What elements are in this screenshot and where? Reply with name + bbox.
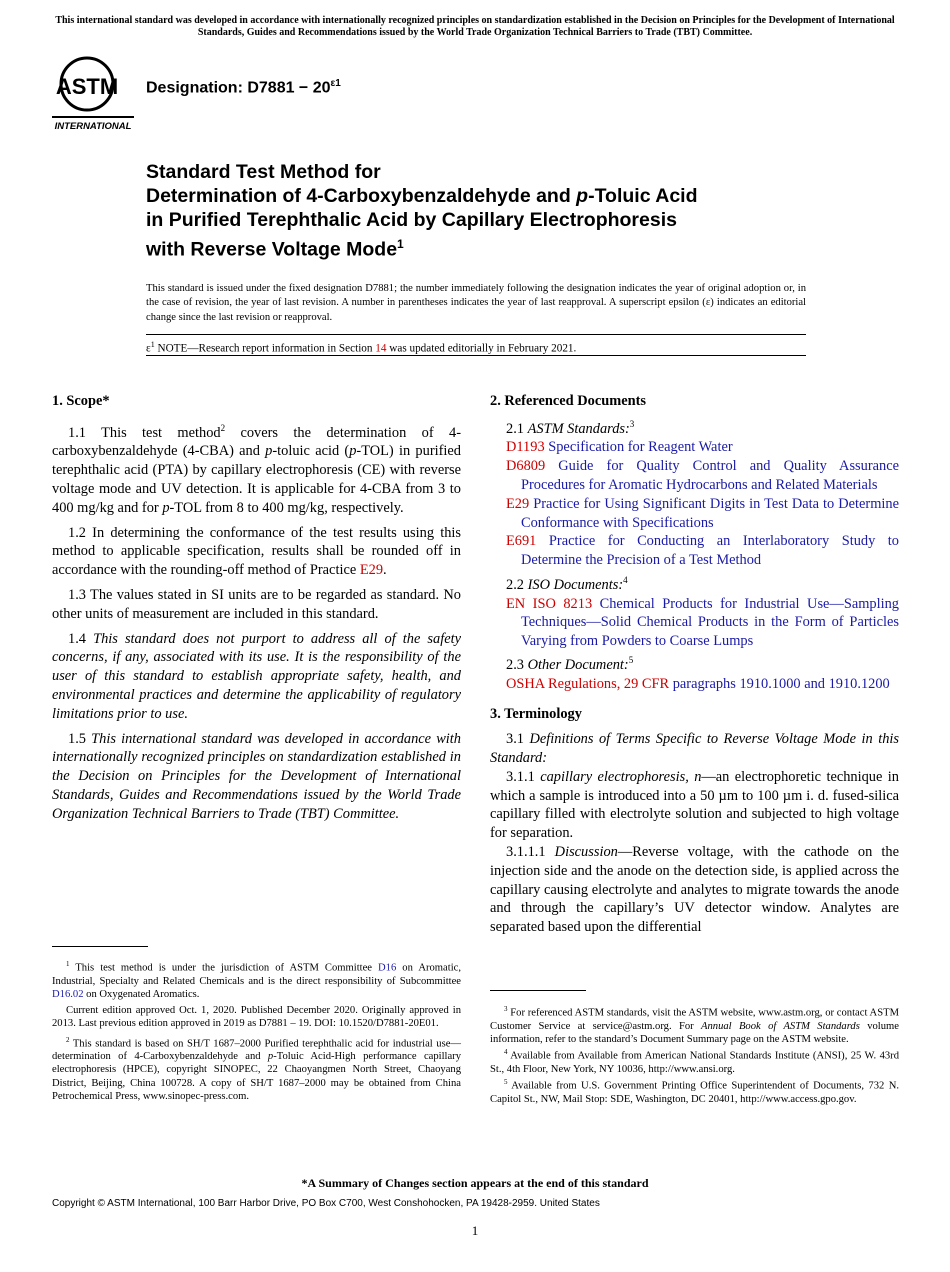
iso-documents-label: 2.2 ISO Documents:$^4$: [506, 574, 628, 593]
rule-bottom: [146, 355, 806, 356]
logo-letters: ASTM: [55, 74, 119, 99]
footnote-rule-right: [490, 990, 586, 991]
ref-e691[interactable]: E691 Practice for Conducting an Interlaboratory Study to Determine the Precision of a Test Method: [506, 533, 899, 569]
page-number: 1: [471, 1223, 479, 1238]
para-1-4: 1.4 This standard does not purport to address all of the safety concerns, if any, associated with its use. It is the responsibility of the user of this standard to establish appropriate safety, health, and environmental practices and determine the applicability of regulatory limitations prior to use.: [52, 630, 461, 722]
ref-e29[interactable]: E29 Practice for Using Significant Digits in Test Data to Determine Conformance with Specifications: [506, 495, 899, 531]
issue-statement: This standard is issued under the fixed designation D7881; the number immediately following the designation indicates the year of original adoption or, in the case of revision, the year of last revision. A number in parentheses indicates the year of last reapproval. A superscript epsilon (ε) indicates an editorial change since the last revision or reapproval.: [146, 283, 806, 323]
para-3-1: 3.1 Definitions of Terms Specific to Reverse Voltage Mode in this Standard:: [490, 731, 900, 766]
footnote-rule-left: [52, 946, 148, 947]
other-document-label: 2.3 Other Document:$^5$: [506, 654, 634, 673]
footnote-4: $^4$ Available from Available from American National Standards Institute (ANSI), 25 W. 43rd St., 4th Floor, New York, NY 10036, http://www.ansi.org.: [490, 1048, 899, 1075]
section-14-link[interactable]: 14: [375, 342, 387, 355]
astm-standards-label: 2.1 ASTM Standards:$^3$: [506, 418, 635, 437]
ref-en-iso-8213[interactable]: EN ISO 8213 Chemical Products for Industrial Use—Sampling Techniques—Solid Chemical Products in the Form of Particles Varying from Powders to Coarse Lumps: [506, 595, 899, 650]
terminology-heading: 3. Terminology: [490, 706, 582, 723]
rule-top: [146, 334, 806, 335]
d16-02-link[interactable]: D16.02: [52, 988, 84, 1000]
editorial-note: $\varepsilon^1$ NOTE—Research report information in Section 14 was updated editorially in February 2021.: [146, 340, 577, 355]
d16-link[interactable]: D16: [378, 962, 397, 974]
tbt-notice: This international standard was developed in accordance with internationally recognized principles on standardization established in the Decision on Principles for the Development of International Standards, Guides and Recommendations issued by the World Trade Organization Technical Barriers to Trade (TBT) Committee.: [55, 15, 895, 38]
footnotes-left: [52, 958, 461, 1103]
logo-org: INTERNATIONAL: [54, 121, 132, 132]
ref-osha[interactable]: OSHA Regulations, 29 CFR paragraphs 1910.1000 and 1910.1200: [506, 675, 890, 692]
para-1-2: 1.2 In determining the conformance of the test results using this method to applicable specification, results shall be rounded off in accordance with the rounding-off method of Practice E29.: [52, 524, 461, 579]
copyright: Copyright © ASTM International, 100 Barr Harbor Drive, PO Box C700, West Conshohocken, PA 19428-2959. United States: [52, 1198, 600, 1209]
ref-d1193[interactable]: D1193 Specification for Reagent Water: [506, 439, 733, 456]
footnote-3: $^3$ For referenced ASTM standards, visit the ASTM website, www.astm.org, or contact ASTM Customer Service at service@astm.org. For Annual Book of ASTM Standards volume information, refer to the standard’s Document Summary page on the ASTM website.: [490, 1005, 899, 1045]
ref-d6809[interactable]: D6809 Guide for Quality Control and Quality Assurance Procedures for Aromatic Hydrocarbons and Related Materials: [506, 458, 899, 493]
summary-of-changes-note: *A Summary of Changes section appears at the end of this standard: [301, 1176, 649, 1190]
footnote-2: $^2$ This standard is based on SH/T 1687–2000 Purified terephthalic acid for industrial use—determination of 4-Carboxybenzaldehyde and p-Toluic Acid-High performance capillary electrophoresis (HPCE), copyright SINOPEC, 22 Chaoyangmen North Street, Chaoyang District, Beijing, China 100728. A copy of SH/T 1687–2000 may be obtained from China Petrochemical Press, www.sinopec-press.com.: [52, 1035, 461, 1102]
designation: Designation: $D7881 - 20^{\varepsilon 1}$: [146, 78, 341, 97]
para-3-1-1: 3.1.1 capillary electrophoresis, n—an electrophoretic technique in which a sample is introduced into a 50 µm to 100 µm i. d. fused-silica capillary filled with electrolyte solution and subjected to high voltage for separation.: [490, 768, 899, 842]
referenced-documents-heading: 2. Referenced Documents: [490, 393, 646, 409]
edition-info: Current edition approved Oct. 1, 2020. Published December 2020. Originally approved in 2013. Last previous edition approved in 2019 as D7881 – 19. DOI: 10.1520/D7881-20E01.: [52, 1005, 461, 1030]
footnotes-right: [490, 1003, 899, 1106]
footnote-1: $^1$ This test method is under the jurisdiction of ASTM Committee D16 on Aromatic, Industrial, Specialty and Related Chemicals and is the direct responsibility of Subcommittee D16.02 on Oxygenated Aromatics.: [52, 960, 461, 1000]
astm-logo: [52, 54, 134, 134]
scope-heading: 1. Scope*: [52, 393, 110, 409]
document-title: Standard Test Method for Determination of 4-Carboxybenzaldehyde and p-Toluic Acid in Purified Terephthalic Acid by Capillary Electrophoresis with Reverse Voltage Mode$^1$: [146, 161, 698, 261]
para-1-1: 1.1 This test method$^2$ covers the determination of 4-carboxybenzaldehyde (4-CBA) and p-toluic acid (p-TOL) in purified terephthalic acid (PTA) by capillary electrophoresis (CE) with reverse voltage mode and UV detection. It is applicable for 4-CBA from 3 to 400 mg/kg and for p-TOL from 8 to 400 mg/kg, respectively.: [52, 422, 461, 516]
para-3-1-1-1: 3.1.1.1 Discussion—Reverse voltage, with the cathode on the injection side and the anode on the detection side, is applied across the capillary causing electrolyte and analytes to migrate towards the anode and through the capillary’s UV detector window. Analytes are separated based upon the differential: [490, 843, 899, 936]
para-1-3: 1.3 The values stated in SI units are to be regarded as standard. No other units of measurement are included in this standard.: [52, 586, 461, 622]
left-column: [52, 392, 461, 824]
right-column: [490, 392, 899, 937]
e29-link[interactable]: E29: [359, 562, 384, 579]
para-1-5: 1.5 This international standard was developed in accordance with internationally recognized principles on standardization established in the Decision on Principles for the Development of International Standards, Guides and Recommendations issued by the World Trade Organization Technical Barriers to Trade (TBT) Committee.: [52, 730, 461, 822]
footnote-5: $^5$ Available from U.S. Government Printing Office Superintendent of Documents, 732 N. Capitol St., NW, Mail Stop: SDE, Washington, DC 20401, http://www.access.gpo.gov.: [490, 1078, 899, 1105]
